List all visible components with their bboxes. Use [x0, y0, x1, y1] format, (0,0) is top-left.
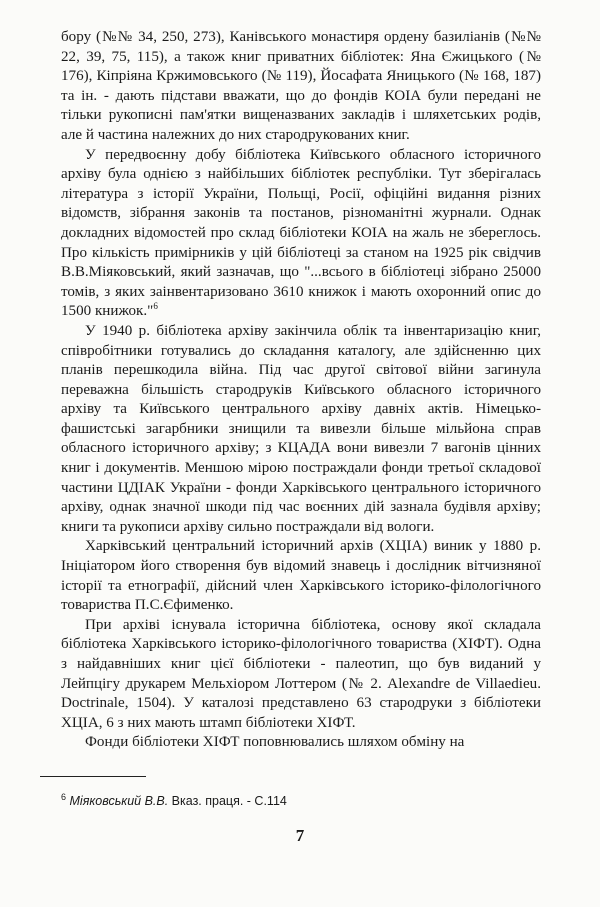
- footnote-divider: [40, 776, 146, 777]
- paragraph-2-text: У передвоєнну добу бібліотека Київського обласного історичного архіву була однією з найбільших бібліотек республіки. Тут зберігалась література з історії України, Польщі, Росії, офіційні видання різних відомств, зібрання законів та постанов, різноманітні журнали. Однак докладних відомостей про склад бібліотеки КОІА на жаль не збереглось. Про кількість примірників у цій бібліотеці за станом на 1925 рік свідчив В.В.Міяковський, який зазначав, що "...всього в бібліотеці зібрано 25000 томів, з яких заінвентаризовано 3610 книжок і мають охоронний опис до 1500 книжок.": [61, 146, 541, 320]
- footnote-number: 6: [61, 791, 67, 802]
- footnote-text: Вказ. праця. - С.114: [168, 794, 287, 808]
- page-number: 7: [295, 826, 305, 845]
- footnote: [61, 793, 287, 809]
- footnote-reference[interactable]: 6: [153, 301, 158, 312]
- paragraph-6: Фонди бібліотеки ХІФТ поповнювались шляхом обміну на: [85, 734, 465, 751]
- paragraph-2: [61, 146, 541, 322]
- footnote-author: Міяковський В.В.: [69, 794, 169, 808]
- paragraph-1: бору (№№ 34, 250, 273), Канівського монастиря ордену базиліанів (№№ 22, 39, 75, 115), а також книг приватних бібліотек: Яна Єжицького (№ 176), Кіпріяна Кржимовського (№ 119), Йосафата Яницького (№ 168, 187) та ін. - дають підстави вважати, що до фондів КОІА були передані не тільки рукописні пам'ятки вищеназваних закладів і шляхетських родів, але й частина належних до них стародрукованих книг.: [61, 29, 541, 143]
- paragraph-5: При архіві існувала історична бібліотека, основу якої складала бібліотека Харківського історико-філологічного товариства (ХІФТ). Одна з найдавніших книг цієї бібліотеки - палеотип, що був виданий у Лейпцігу друкарем Мельхіором Лоттером (№ 2. Alexandre de Villaedieu. Doctrinale, 1504). У каталозі представлено 63 стародруки з бібліотеки ХЦІА, 6 з них мають штамп бібліотеки ХІФТ.: [61, 616, 541, 731]
- paragraph-3: У 1940 р. бібліотека архіву закінчила облік та інвентаризацію книг, співробітники готувались до складання каталогу, але здійсненню цих планів перешкодила війна. Під час другої світової війни загинула переважна більшість стародруків Київського обласного історичного архіву та Київського центрального архіву давніх актів. Німецько-фашистські загарбники знищили та вивезли більше мільйона справ обласного історичного архіву; з КЦАДА вони вивезли 7 вагонів цінних книг і документів. Меншою мірою постраждали фонди третьої складової частини ЦДІАК України - фонди Харківського центрального історичного архіву, однак значної шкоди під час воєнних дій зазнала будівля архіву; книги та рукописи архіву сильно постраждали від вологи.: [61, 322, 541, 535]
- paragraph-4: Харківський центральний історичний архів (ХЦІА) виник у 1880 р. Ініціатором його створення був відомий знавець і дослідник вітчизняної історії та етнографії, дійсний член Харківського історико-філологічного товариства П.С.Єфименко.: [61, 538, 541, 614]
- body-text: [61, 28, 541, 753]
